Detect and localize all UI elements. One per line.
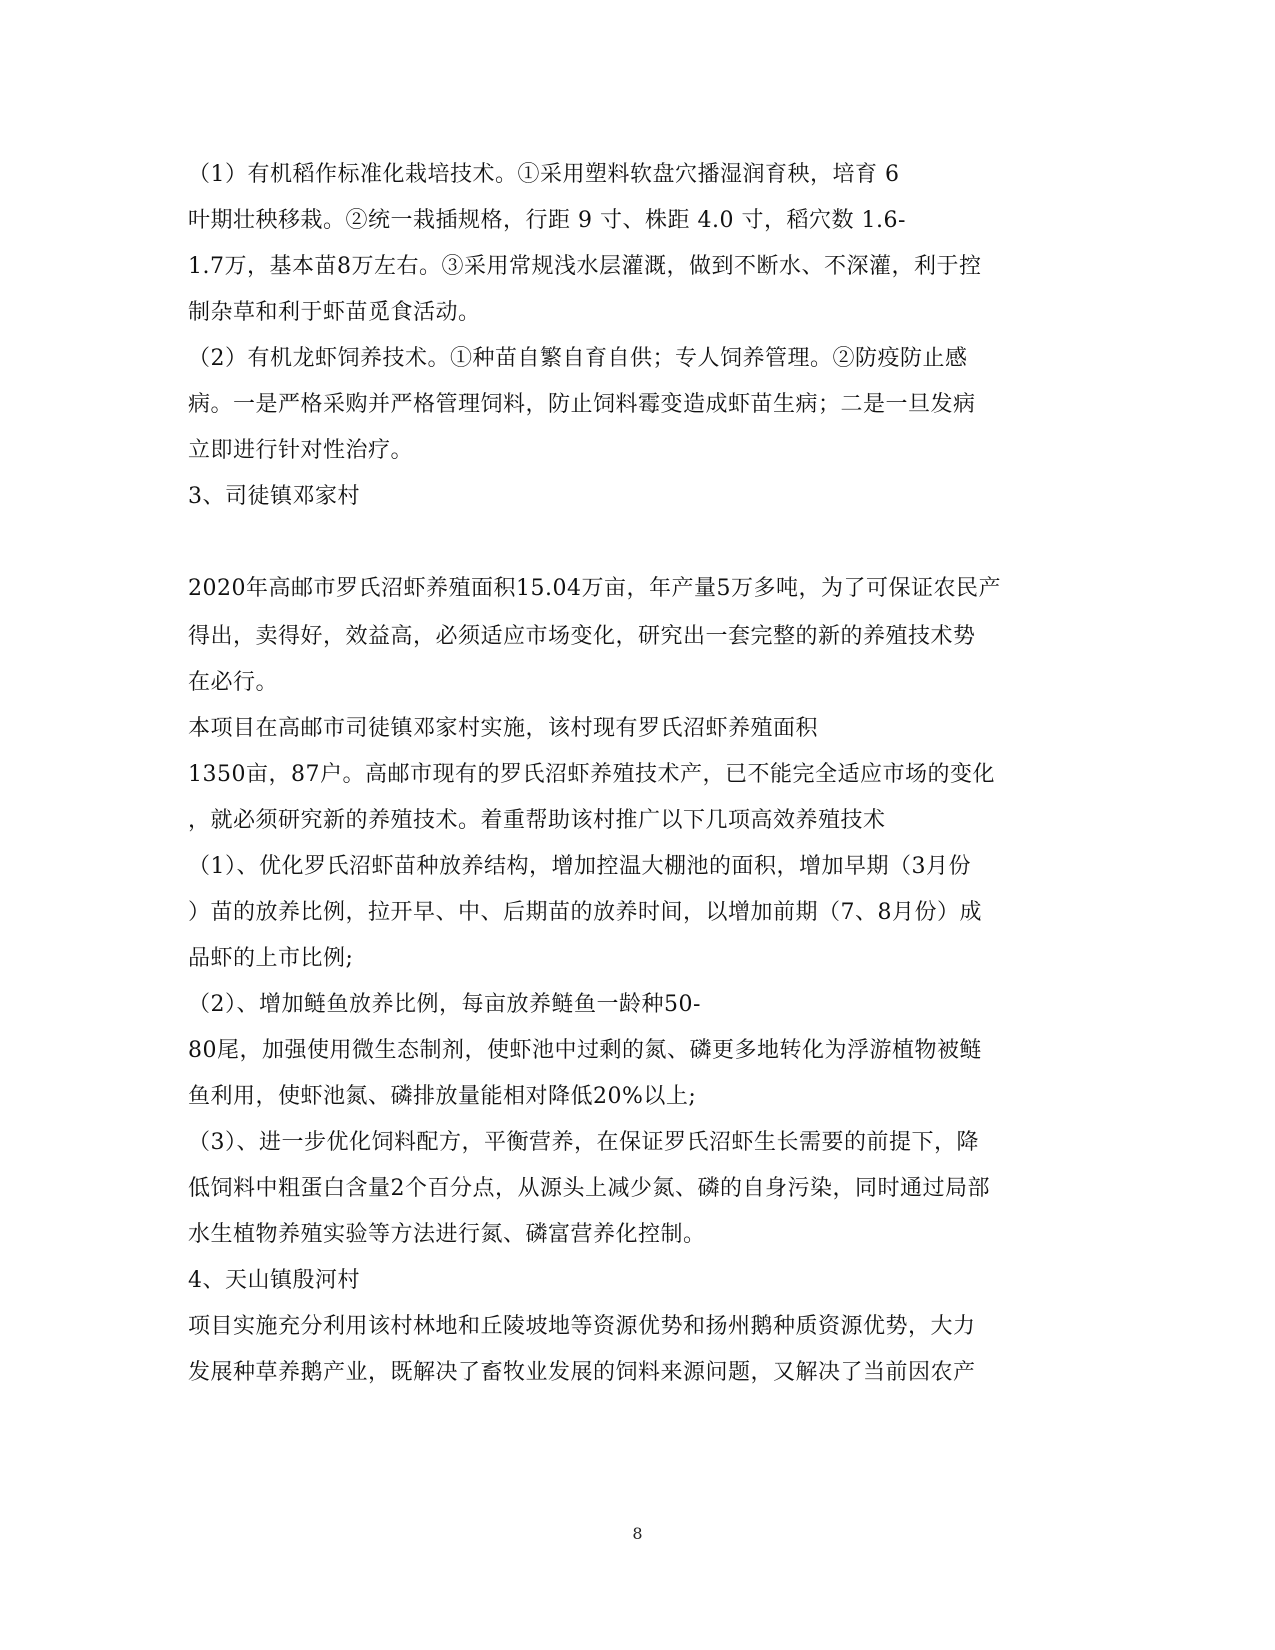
text-line: 1350亩，87户。高邮市现有的罗氏沼虾养殖技术产，已不能完全适应市场的变化 xyxy=(188,762,995,787)
text-line: 水生植物养殖实验等方法进行氮、磷富营养化控制。 xyxy=(188,1222,706,1247)
text-line: （2）有机龙虾饲养技术。①种苗自繁自育自供；专人饲养管理。②防疫防止感 xyxy=(188,346,968,371)
text-line: 2020年高邮市罗氏沼虾养殖面积15.04万亩，年产量5万多吨，为了可保证农民产 xyxy=(188,576,1001,601)
section-heading: 3、司徒镇邓家村 xyxy=(188,484,360,509)
text-line: （3）、进一步优化饲料配方，平衡营养，在保证罗氏沼虾生长需要的前提下，降 xyxy=(188,1130,979,1155)
text-line: 1.7万，基本苗8万左右。③采用常规浅水层灌溉，做到不断水、不深灌，利于控 xyxy=(188,254,982,279)
text-line: 立即进行针对性治疗。 xyxy=(188,438,414,463)
text-line: 病。一是严格采购并严格管理饲料，防止饲料霉变造成虾苗生病；二是一旦发病 xyxy=(188,392,976,417)
page-number: 8 xyxy=(632,1524,643,1543)
text-line: 鱼利用，使虾池氮、磷排放量能相对降低20%以上; xyxy=(188,1084,697,1109)
text-line: 项目实施充分利用该村林地和丘陵坡地等资源优势和扬州鹅种质资源优势，大力 xyxy=(188,1314,976,1339)
text-line: 本项目在高邮市司徒镇邓家村实施，该村现有罗氏沼虾养殖面积 xyxy=(188,716,819,741)
text-line: 品虾的上市比例; xyxy=(188,946,354,971)
text-line: ，就必须研究新的养殖技术。着重帮助该村推广以下几项高效养殖技术 xyxy=(188,808,886,833)
text-line: （2）、增加鲢鱼放养比例，每亩放养鲢鱼一龄种50- xyxy=(188,992,701,1017)
text-line: 制杂草和利于虾苗觅食活动。 xyxy=(188,300,481,325)
text-line: 发展种草养鹅产业，既解决了畜牧业发展的饲料来源问题，又解决了当前因农产 xyxy=(188,1360,976,1385)
text-line: 在必行。 xyxy=(188,670,279,695)
text-line: 80尾，加强使用微生态制剂，使虾池中过剩的氮、磷更多地转化为浮游植物被鲢 xyxy=(188,1038,982,1063)
text-line: 低饲料中粗蛋白含量2个百分点，从源头上减少氮、磷的自身污染，同时通过局部 xyxy=(188,1176,990,1201)
text-line: （1）、优化罗氏沼虾苗种放养结构，增加控温大棚池的面积，增加早期（3月份 xyxy=(188,854,971,879)
text-line: ）苗的放养比例，拉开早、中、后期苗的放养时间，以增加前期（7、8月份）成 xyxy=(188,900,982,925)
text-line: 得出，卖得好，效益高，必须适应市场变化，研究出一套完整的新的养殖技术势 xyxy=(188,624,976,649)
section-heading: 4、天山镇殷河村 xyxy=(188,1268,360,1293)
text-line: （1）有机稻作标准化栽培技术。①采用塑料软盘穴播湿润育秧，培育 6 xyxy=(188,162,900,187)
text-line: 叶期壮秧移栽。②统一栽插规格，行距 9 寸、株距 4.0 寸，稻穴数 1.6- xyxy=(188,208,906,233)
